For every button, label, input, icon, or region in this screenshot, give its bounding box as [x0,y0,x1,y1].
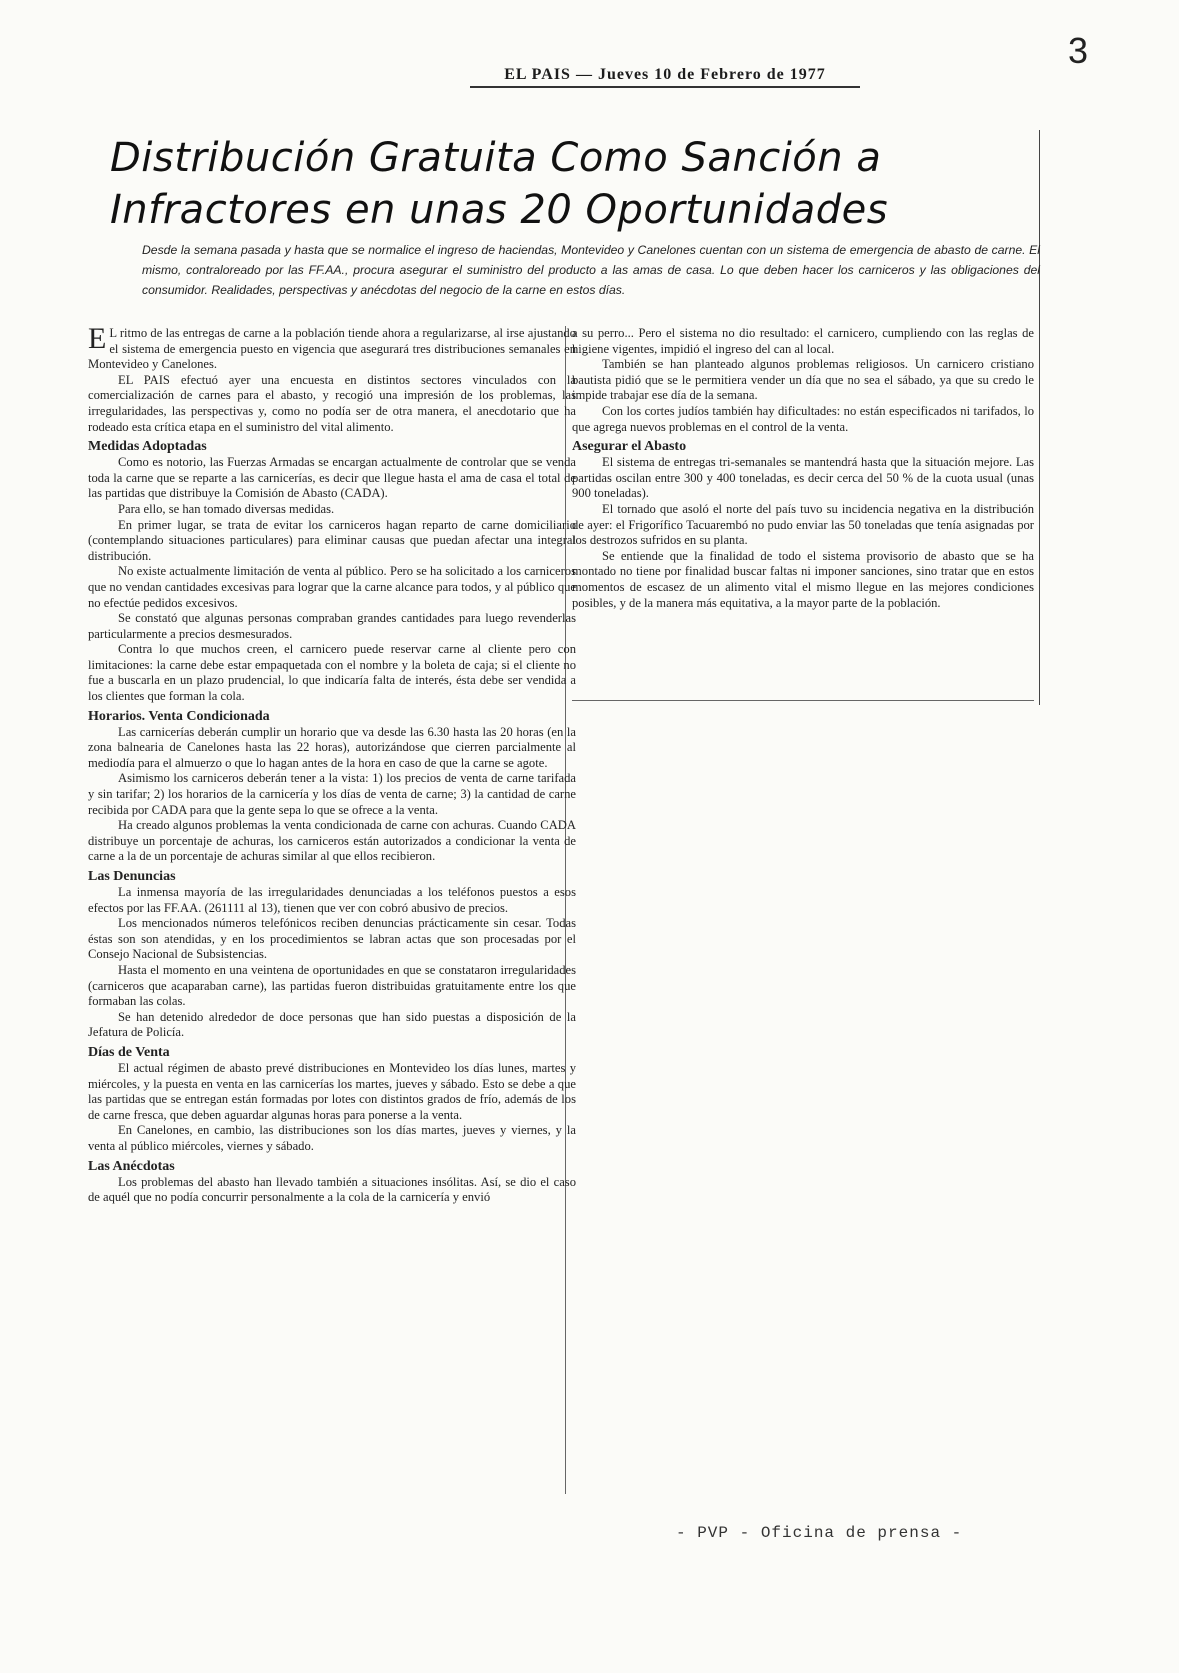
newspaper-clipping [62,118,1044,1503]
left-column [88,322,576,1206]
paragraph: Se han detenido alrededor de doce personas que han sido puestas a disposición de la Jefatura de Policía. [88,1009,576,1040]
paragraph: No existe actualmente limitación de venta al público. Pero se ha solicitado a los carniceros que no vendan cantidades excesivas para lograr que la carne alcance para todos, y al público que no efectúe pedidos excesivos. [88,564,576,610]
subheading-asegurar: Asegurar el Abasto [572,439,687,455]
right-column [572,326,1034,611]
paragraph: Con los cortes judíos también hay dificultades: no están especificados ni tarifados, lo que agrega nuevos problemas en el control de la venta. [572,403,1034,434]
subheading-dias: Días de Venta [88,1044,170,1060]
headline-line-1: Distribución Gratuita Como Sanción a [110,135,882,181]
paragraph: Las carnicerías deberán cumplir un horario que va desde las 6.30 hasta las 20 horas (en la zona balnearia de Canelones hasta las 22 horas), autorizándose que cierren parcialmente al mediodía para el almuerzo o que lo hagan antes de la hora en caso de que la carne se agote. [88,724,576,770]
paragraph: Contra lo que muchos creen, el carnicero puede reservar carne al cliente pero con limitaciones: la carne debe estar empaquetada con el nombre y la boleta de caja; si el cliente no fue a buscarla en un plazo prudencial, lo que indicaría falta de interés, ésta debe ser vendida a los clientes que forman la cola. [88,642,576,704]
paragraph: Hasta el momento en una veintena de oportunidades en que se constataron irregularidades (carniceros que acaparaban carne), las partidas fueron distribuidas gratuitamente entre los que formaban las colas. [88,962,576,1009]
paragraph: Se entiende que la finalidad de todo el sistema provisorio de abasto que se ha montado no tiene por finalidad buscar faltas ni imponer sanciones, sino tratar que en estos momentos de escasez de un alimento vital el mismo llegue en las mejores condiciones posibles, y de la manera más equitativa, a la mayor parte de la población. [572,548,1034,610]
paragraph: Para ello, se han tomado diversas medidas. [118,501,335,516]
paragraph: Se constató que algunas personas compraban grandes cantidades para luego revenderlas particularmente a precios desmesurados. [88,611,576,641]
headline-line-2: Infractores en unas 20 Oportunidades [110,187,889,233]
subheading-medidas: Medidas Adoptadas [88,439,207,455]
paragraph: El actual régimen de abasto prevé distribuciones en Montevideo los días lunes, martes y miércoles, y la puesta en venta en las carnicerías los martes, jueves y sábado. Esto se debe a que las partidas que se entregan están formadas por lotes con distintos grados de frío, además de los de carne fresca, que deben aguardar algunas horas para ponerse a la venta. [88,1060,576,1122]
article-headline [110,132,1070,236]
paragraph: En primer lugar, se trata de evitar los carniceros hagan reparto de carne domiciliario (contemplando situaciones particulares) para eliminar causas que puedan afectar una integral distribución. [88,517,576,563]
paragraph: EL ritmo de las entregas de carne a la población tiende ahora a regularizarse, al irse ajustando el sistema de emergencia puesto en vigencia que asegurará tres distribuciones semanales en Montevideo y Canelones. [88,322,576,372]
paragraph: Ha creado algunos problemas la venta condicionada de carne con achuras. Cuando CADA distribuye un porcentaje de achuras, los carniceros están autorizados a condicionar la venta de carne a la de un porcentaje de achuras similar al que ellos recibieron. [88,818,576,864]
right-column-end-rule [572,700,1034,701]
paragraph: Asimismo los carniceros deberán tener a la vista: 1) los precios de venta de carne tarifada y sin tarifar; 2) los horarios de la carnicería y los días de venta de carne; 3) la cantidad de carne recibida por CADA para que la gente sepa lo que se ofrece a la venta. [88,771,576,817]
paragraph: Los mencionados números telefónicos reciben denuncias prácticamente sin cesar. Todas éstas son son atendidas, y en los procedimientos se labran actas que son procesadas por el Consejo Nacional de Subsistencias. [88,916,576,962]
subheading-horarios: Horarios. Venta Condicionada [88,708,270,724]
subheading-denuncias: Las Denuncias [88,869,176,884]
press-office-footer: - PVP - Oficina de prensa - [676,1524,963,1542]
paragraph: a su perro... Pero el sistema no dio resultado: el carnicero, cumpliendo con las reglas de higiene vigentes, impidió el ingreso del can al local. [572,326,1034,356]
paragraph: Como es notorio, las Fuerzas Armadas se encargan actualmente de controlar que se venda toda la carne que se reparte a las carnicerías, es decir que llegue hasta el ama de casa el total de las partidas que distribuye la Comisión de Abasto (CADA). [88,455,576,501]
page-number: 3 [1068,30,1089,71]
newspaper-masthead: EL PAIS — Jueves 10 de Febrero de 1977 [470,66,860,88]
subheading-anecdotas: Las Anécdotas [88,1158,175,1174]
paragraph: Los problemas del abasto han llevado también a situaciones insólitas. Así, se dio el caso de aquél que no podía concurrir personalmente a la cola de la carnicería y envió [88,1174,576,1205]
paragraph: El sistema de entregas tri-semanales se mantendrá hasta que la situación mejore. Las partidas oscilan entre 300 y 400 toneladas, es decir cerca del 50 % de la cuota usual (unas 900 toneladas). [572,455,1034,501]
paragraph: El tornado que asoló el norte del país tuvo su incidencia negativa en la distribución de ayer: el Frigorífico Tacuarembó no pudo enviar las 50 toneladas que tenía asignadas por los destrozos sufridos en su planta. [572,501,1034,548]
paragraph: En Canelones, en cambio, las distribuciones son los días martes, jueves y viernes, y la venta al público miércoles, viernes y sábado. [88,1123,576,1153]
article-deck: Desde la semana pasada y hasta que se normalice el ingreso de haciendas, Montevideo y Canelones cuentan con un sistema de emergencia de abasto de carne. El mismo, contraloreado por las FF.AA., procura asegurar el suministro del producto a las amas de casa. Lo que deben hacer los carniceros y las obligaciones del consumidor. Realidades, perspectivas y anécdotas del negocio de la carne en estos días. [142,243,1040,297]
paragraph: La inmensa mayoría de las irregularidades denunciadas a los teléfonos puestos a esos efectos por las FF.AA. (261111 al 13), tienen que ver con cobró abusivo de precios. [88,885,576,915]
paragraph: EL PAIS efectuó ayer una encuesta en distintos sectores vinculados con la comercialización de carnes para el abasto, y recogió una impresión de los problemas, las irregularidades, las perspectivas y, como no podía ser de otra manera, el anecdotario que ha rodeado esta crítica etapa en el suministro del vital alimento. [88,372,576,434]
paragraph: También se han planteado algunos problemas religiosos. Un carnicero cristiano bautista pidió que se le permitiera vender un día que no sea el sábado, ya que su credo le impide trabajar ese día de la semana. [572,357,1034,403]
